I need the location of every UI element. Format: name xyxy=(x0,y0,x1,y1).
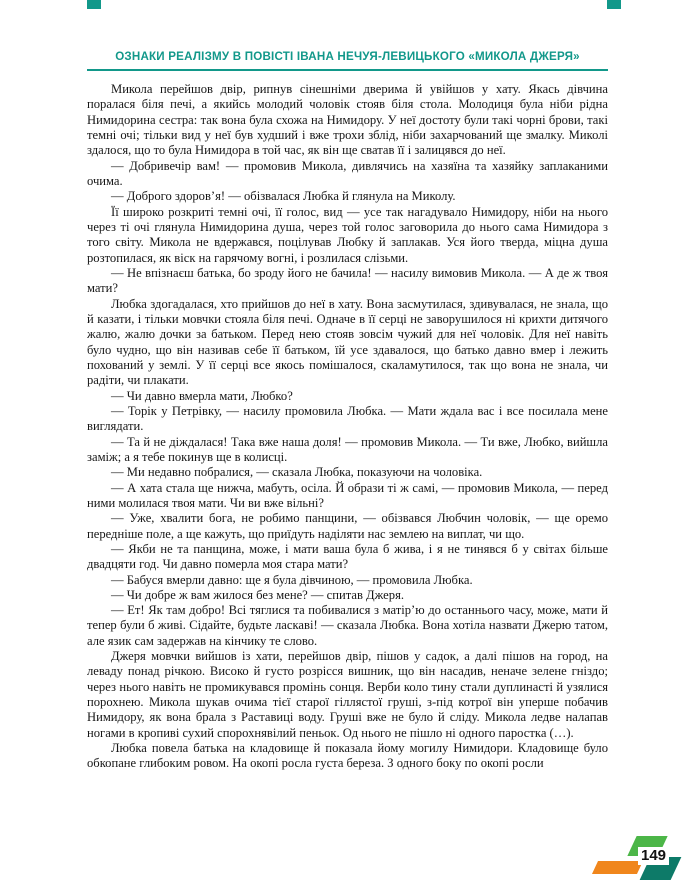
body-text xyxy=(87,82,608,772)
header-rule xyxy=(87,69,608,71)
paragraph: — Не впізнаєш батька, бо зроду його не бачила! — насилу вимовив Микола. — А де ж твоя мати? xyxy=(87,265,608,296)
paragraph: — А хата стала ще нижча, мабуть, осіла. Й образи ті ж самі, — промовив Микола, — перед ними молилася твоя мати. Чи ви вже вільні? xyxy=(87,480,608,510)
top-right-accent-square xyxy=(607,0,621,9)
paragraph: — Добривечір вам! — промовив Микола, дивлячись на хазяїна та хазяйку заплаканими очима. xyxy=(87,158,608,188)
paragraph: — Доброго здоров’я! — обізвалася Любка й глянула на Миколу. xyxy=(111,189,456,204)
paragraph: — Бабуся вмерли давно: ще я була дівчиною, — промовила Любка. xyxy=(111,572,473,587)
paragraph: — Торік у Петрівку, — насилу промовила Любка. — Мати ждала вас і все посилала мене виглядати. xyxy=(87,403,608,434)
paragraph: — Якби не та панщина, може, і мати ваша була б жива, і я не тинявся б у світах більше двадцяти год. Чи давно померла моя стара мати? xyxy=(87,541,608,572)
paragraph: — Ет! Як там добро! Всі тяглися та побивалися з матір’ю до останнього часу, може, мати й тепер були б живі. Сідайте, будьте ласкаві! — сказала Любка. Вона хотіла назвати Джерю татом, але язик сам задержав на кінчику те слово. xyxy=(87,603,608,648)
page-number: 149 xyxy=(638,847,669,865)
orange-parallelogram xyxy=(592,861,643,874)
paragraph: Микола перейшов двір, рипнув сінешніми дверима й увійшов у хату. Якась дівчина поралася біля печі, а якийсь молодий чоловік стояв біля стола. Молодиця була ніби рідна Нимидорина сестра: так вона була схожа на Нимидору. У неї достоту були такі чорні брови, такі темні очі; тільки вид у неї був худший і вже трохи зблід, ніби захарчований ще змалку. Миколі здалося, що то була Нимидора в той час, як він ще сватав її і залицявся до неї. xyxy=(87,82,608,158)
paragraph: — Та й не діждалася! Така вже наша доля! — промовив Микола. — Ти вже, Любко, вийшла заміж; а я тебе покинув ще в колисці. xyxy=(87,434,608,464)
paragraph: — Уже, хвалити бога, не робимо панщини, — обізвався Любчин чоловік, — ще оремо передніше поле, а ще кажуть, що приїдуть наділяти нас землею на виплат, чи що. xyxy=(87,511,608,541)
paragraph: Любка повела батька на кладовище й показала йому могилу Нимидори. Кладовище було обкопане глибоким ровом. На окопі росла густа береза. З одного боку по окопі росли xyxy=(87,741,608,771)
paragraph: Її широко розкриті темні очі, її голос, вид — усе так нагадувало Нимидору, ніби на нього через ті очі глянула Нимидорина душа, через той голос заговорила до нього сама Нимидора з того світу. Микола не вдержався, поцілував Любку й заплакав. Уся його тверда, міцна душа розтопилася, як віск на гарячому вогні, і розлилася слізьми. xyxy=(87,204,608,265)
paragraph: Джеря мовчки вийшов із хати, перейшов двір, пішов у садок, а далі пішов на город, на леваду понад річкою. Високо й густо розрісся вишник, що він насадив, неначе зелене гніздо; через нього навіть не промикувався промінь сонця. Верби коло тину стали дуплинасті й узялися порохнею. Микола шукав очима тієї старої гіллястої груші, з-під котрої він уперше побачив Нимидору, як вона брала з Раставиці воду. Груші вже не було й сліду. Микола ледве налапав ногами в кропиві сухий спорохнявілий пеньок. Од нього не пішло ні одного паростка (…). xyxy=(87,649,608,740)
paragraph: — Чи добре ж вам жилося без мене? — спитав Джеря. xyxy=(111,587,405,602)
paragraph: Любка здогадалася, хто прийшов до неї в хату. Вона засмутилася, здивувалася, не знала, що й казати, і тільки мовчки стояла біля печі. Одначе в її серці не заворушилося ні крихти дитячого жалю, жалю дочки за батьком. Перед нею стояв зовсім чужий для неї чоловік. Для неї навіть було чудно, що він називав себе її батьком, їй усе здавалося, що батько давно вмер і лежить похований у землі. У її серці все якось помішалося, скаламутилося, так що вона не знала, чи радіти, чи плакати. xyxy=(87,296,608,388)
top-left-accent-square xyxy=(87,0,101,9)
paragraph: — Ми недавно побралися, — сказала Любка, показуючи на чоловіка. xyxy=(111,465,483,480)
paragraph: — Чи давно вмерла мати, Любко? xyxy=(111,388,293,403)
page-header: ОЗНАКИ РЕАЛІЗМУ В ПОВІСТІ ІВАНА НЕЧУЯ-ЛЕВИЦЬКОГО «МИКОЛА ДЖЕРЯ» xyxy=(115,50,580,63)
